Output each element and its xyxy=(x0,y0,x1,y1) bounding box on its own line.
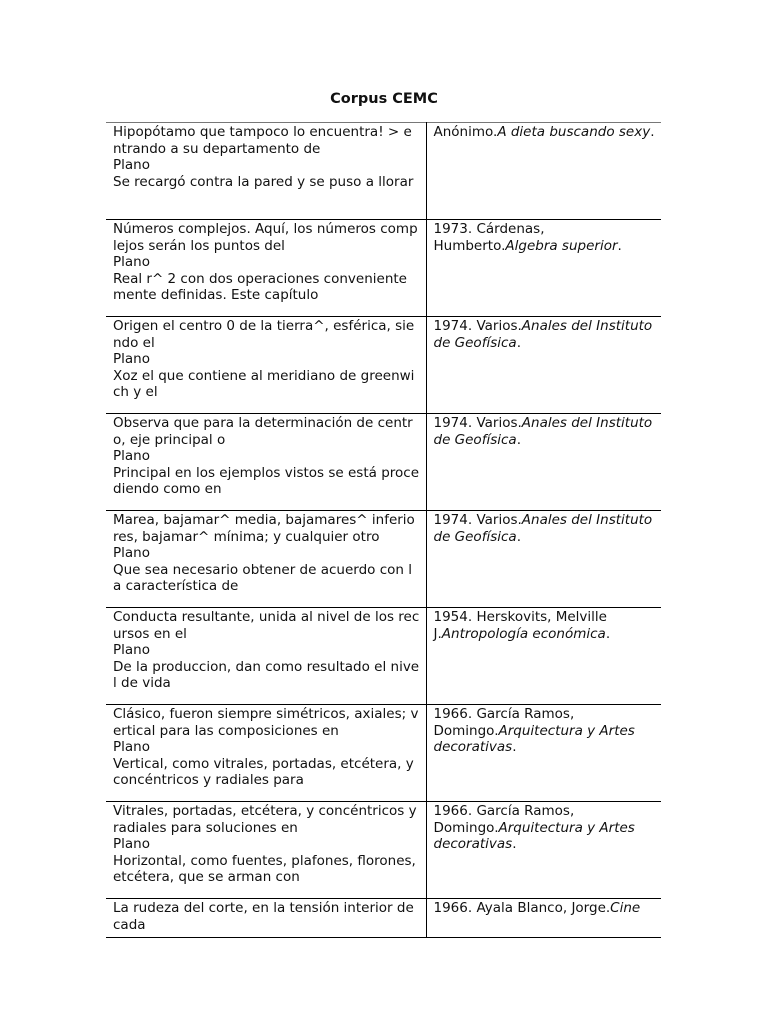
source-cell xyxy=(426,317,661,414)
corpus-table-body xyxy=(106,123,661,938)
table-row xyxy=(106,220,661,317)
context-after: Que sea necesario obtener de acuerdo con la característica de xyxy=(113,561,412,594)
context-before: Observa que para la determinación de centro, eje principal o xyxy=(113,415,413,448)
context-before: Origen el centro 0 de la tierra^, esférica, siendo el xyxy=(113,318,415,351)
source-work: Algebra superior xyxy=(505,237,618,254)
table-row xyxy=(106,317,661,414)
source-work: A dieta buscando sexy xyxy=(497,124,651,140)
source-work: Anales del Instituto de Geofísica xyxy=(433,415,653,448)
context-cell xyxy=(106,220,426,317)
keyword: Plano xyxy=(113,836,150,852)
source-cell xyxy=(426,705,661,802)
source-prefix: 1974. Varios. xyxy=(433,415,522,431)
corpus-table xyxy=(106,122,661,938)
context-before: Marea, bajamar^ media, bajamares^ inferiores, bajamar^ mínima; y cualquier otro xyxy=(113,512,415,545)
source-cell xyxy=(426,899,661,938)
source-prefix: 1974. Varios. xyxy=(433,318,522,334)
source-prefix: 1966. García Ramos, Domingo. xyxy=(433,803,575,836)
keyword: Plano xyxy=(113,254,150,270)
source-prefix: 1973. Cárdenas, Humberto. xyxy=(433,221,545,254)
table-row xyxy=(106,899,661,938)
source-cell xyxy=(426,802,661,899)
context-after: Real r^ 2 con dos operaciones convenientemente definidas. Este capítulo xyxy=(113,270,407,303)
source-suffix: . xyxy=(516,528,521,545)
keyword: Plano xyxy=(113,448,150,464)
context-after: Horizontal, como fuentes, plafones, florones, etcétera, que se arman con xyxy=(113,852,416,885)
source-cell xyxy=(426,511,661,608)
table-row xyxy=(106,608,661,705)
source-prefix: Anónimo. xyxy=(433,124,498,140)
context-after: Se recargó contra la pared y se puso a llorar xyxy=(113,173,414,190)
source-prefix: 1966. García Ramos, Domingo. xyxy=(433,706,575,739)
context-cell xyxy=(106,511,426,608)
context-after: Principal en los ejemplos vistos se está procediendo como en xyxy=(113,464,420,497)
table-row xyxy=(106,414,661,511)
context-before: La rudeza del corte, en la tensión interior de cada xyxy=(113,900,414,933)
source-prefix: 1974. Varios. xyxy=(433,512,522,528)
keyword: Plano xyxy=(113,545,150,561)
source-work: Antropología económica xyxy=(441,625,606,642)
source-cell xyxy=(426,608,661,705)
table-row xyxy=(106,705,661,802)
context-before: Vitrales, portadas, etcétera, y concéntricos y radiales para soluciones en xyxy=(113,803,417,836)
context-cell xyxy=(106,899,426,938)
source-prefix: 1954. Herskovits, Melville J. xyxy=(433,609,607,642)
keyword: Plano xyxy=(113,642,150,658)
context-after: De la produccion, dan como resultado el nivel de vida xyxy=(113,658,420,691)
source-suffix: . xyxy=(605,625,611,642)
context-before: Clásico, fueron siempre simétricos, axiales; vertical para las composiciones en xyxy=(113,706,419,739)
source-prefix: 1966. Ayala Blanco, Jorge. xyxy=(433,900,611,916)
source-cell xyxy=(426,220,661,317)
source-work: Arquitectura y Artes decorativas xyxy=(433,819,635,852)
context-before: Conducta resultante, unida al nivel de los recursos en el xyxy=(113,609,420,642)
table-row xyxy=(106,802,661,899)
keyword: Plano xyxy=(113,157,150,173)
source-cell xyxy=(426,123,661,220)
context-cell xyxy=(106,705,426,802)
source-suffix: . xyxy=(516,334,521,351)
context-cell xyxy=(106,317,426,414)
source-suffix: . xyxy=(650,124,655,140)
source-cell xyxy=(426,414,661,511)
context-cell xyxy=(106,123,426,220)
document-title: Corpus CEMC xyxy=(330,91,438,107)
context-before: Hipopótamo que tampoco lo encuentra! > entrando a su departamento de xyxy=(113,124,412,157)
context-before: Números complejos. Aquí, los números complejos serán los puntos del xyxy=(113,221,418,254)
source-work: Cine xyxy=(610,900,641,916)
context-after: Vertical, como vitrales, portadas, etcétera, y concéntricos y radiales para xyxy=(113,755,414,788)
keyword: Plano xyxy=(113,739,150,755)
table-row xyxy=(106,511,661,608)
source-work: Anales del Instituto de Geofísica xyxy=(433,512,653,545)
context-cell xyxy=(106,414,426,511)
source-work: Arquitectura y Artes decorativas xyxy=(433,722,635,755)
source-suffix: . xyxy=(512,836,517,852)
context-cell xyxy=(106,608,426,705)
source-work: Anales del Instituto de Geofísica xyxy=(433,318,653,351)
context-after: Xoz el que contiene al meridiano de greenwich y el xyxy=(113,367,415,400)
context-cell xyxy=(106,802,426,899)
keyword: Plano xyxy=(113,351,150,367)
table-row xyxy=(106,123,661,220)
source-suffix: . xyxy=(617,237,622,254)
source-suffix: . xyxy=(512,739,517,755)
source-suffix: . xyxy=(516,431,521,448)
